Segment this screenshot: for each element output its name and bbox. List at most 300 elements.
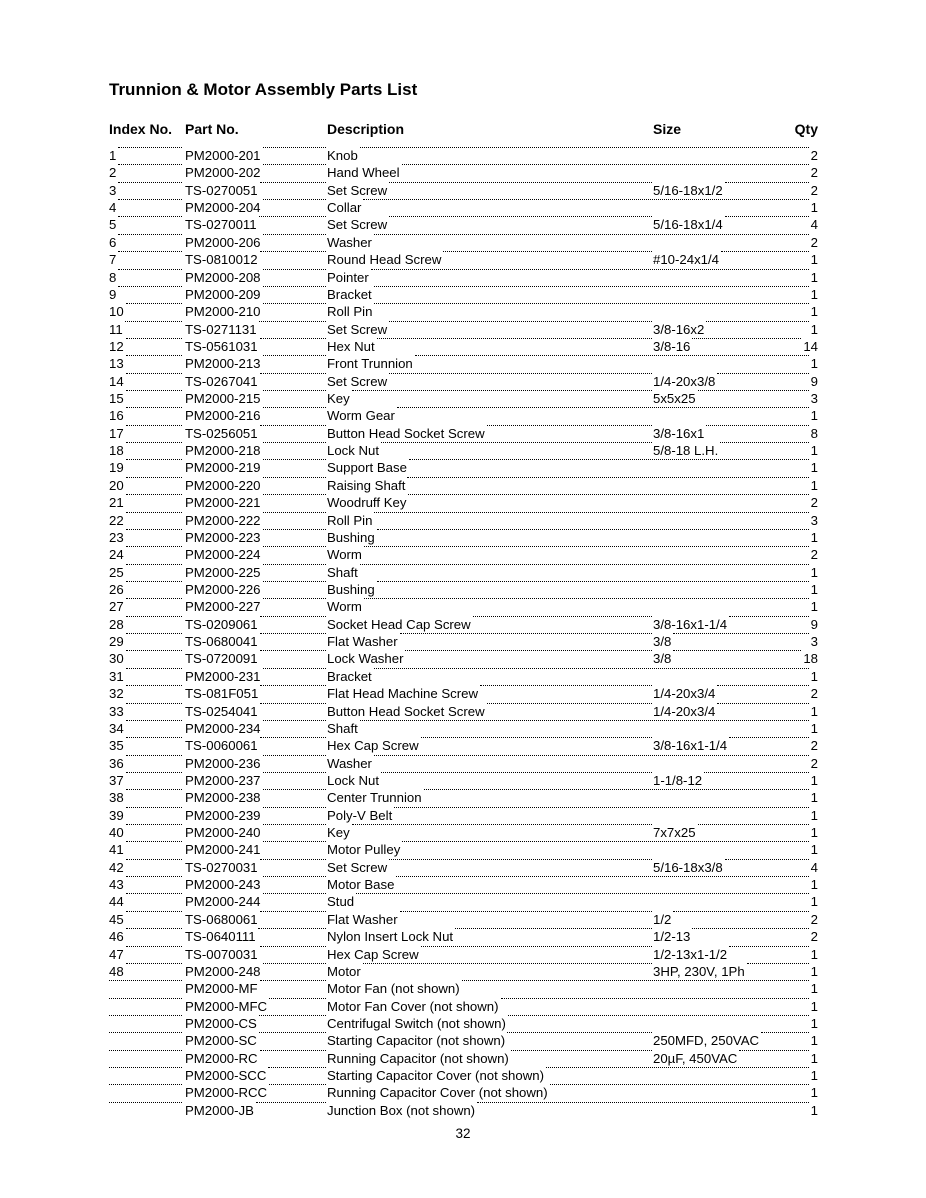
dot-leader	[260, 251, 326, 252]
part-no-cell: PM2000-RCC	[185, 1085, 268, 1101]
dot-leader	[109, 1032, 182, 1033]
index-cell: 19	[109, 460, 124, 476]
index-cell: 11	[109, 321, 123, 337]
qty-cell: 1	[810, 408, 818, 424]
dot-leader	[118, 164, 182, 165]
dot-leader	[377, 581, 809, 582]
dot-leader	[126, 459, 182, 460]
dot-leader	[126, 876, 182, 877]
part-no-cell: TS-0720091	[185, 651, 258, 667]
dot-leader	[487, 425, 652, 426]
description-cell: Set Screw	[327, 859, 388, 875]
index-cell: 43	[109, 877, 124, 893]
part-no-cell: PM2000-226	[185, 581, 261, 597]
qty-cell: 1	[810, 321, 818, 337]
table-row	[109, 234, 818, 251]
dot-leader	[747, 963, 809, 964]
description-cell: Centrifugal Switch (not shown)	[327, 1015, 506, 1031]
part-no-cell: PM2000-236	[185, 755, 261, 771]
dot-leader	[263, 789, 326, 790]
qty-cell: 1	[810, 356, 818, 372]
qty-cell: 2	[810, 755, 818, 771]
description-cell: Woodruff Key	[327, 495, 407, 511]
dot-leader	[462, 980, 809, 981]
description-cell: Bracket	[327, 286, 372, 302]
index-cell: 23	[109, 529, 124, 545]
dot-leader	[389, 373, 652, 374]
description-cell: Set Screw	[327, 373, 388, 389]
part-no-cell: TS-0271131	[185, 321, 257, 337]
dot-leader	[352, 390, 652, 391]
index-cell: 46	[109, 929, 124, 945]
dot-leader	[374, 234, 809, 235]
size-cell: 1/4-20x3/4	[653, 703, 716, 719]
dot-leader	[260, 703, 326, 704]
qty-cell: 1	[810, 1102, 818, 1118]
qty-cell: 1	[810, 1068, 818, 1084]
dot-leader	[109, 1050, 182, 1051]
qty-cell: 2	[810, 182, 818, 198]
index-cell: 7	[109, 252, 117, 268]
dot-leader	[125, 321, 182, 322]
dot-leader	[692, 338, 801, 339]
dot-leader	[269, 1084, 326, 1085]
table-row	[109, 946, 818, 963]
table-row	[109, 650, 818, 667]
dot-leader	[408, 494, 809, 495]
dot-leader	[259, 216, 326, 217]
table-row	[109, 581, 818, 598]
size-cell: 7x7x25	[653, 825, 696, 841]
dot-leader	[263, 529, 326, 530]
index-cell: 9	[109, 286, 117, 302]
dot-leader	[263, 407, 326, 408]
dot-leader	[126, 546, 182, 547]
dot-leader	[260, 1050, 326, 1051]
part-no-cell: TS-0070031	[185, 946, 258, 962]
table-row	[109, 564, 818, 581]
description-cell: Lock Nut	[327, 443, 380, 459]
part-no-cell: TS-0680061	[185, 911, 258, 927]
part-no-cell: PM2000-210	[185, 304, 261, 320]
dot-leader	[394, 807, 809, 808]
dot-leader	[118, 269, 182, 270]
description-cell: Collar	[327, 200, 362, 216]
dot-leader	[259, 1015, 326, 1016]
description-cell: Flat Head Machine Screw	[327, 686, 478, 702]
part-no-cell: PM2000-SCC	[185, 1068, 267, 1084]
description-cell: Bushing	[327, 581, 375, 597]
dot-leader	[263, 963, 326, 964]
index-cell: 28	[109, 616, 124, 632]
dot-leader	[487, 703, 652, 704]
table-row	[109, 199, 818, 216]
dot-leader	[263, 477, 326, 478]
table-row	[109, 1015, 818, 1032]
dot-leader	[546, 1067, 809, 1068]
dot-leader	[720, 442, 809, 443]
description-cell: Button Head Socket Screw	[327, 425, 485, 441]
table-row	[109, 494, 818, 511]
part-no-cell: PM2000-224	[185, 547, 261, 563]
size-cell: 3/8-16x1-1/4	[653, 738, 728, 754]
index-cell: 45	[109, 911, 124, 927]
index-cell: 18	[109, 443, 124, 459]
part-no-cell: PM2000-239	[185, 807, 261, 823]
description-cell: Hand Wheel	[327, 165, 400, 181]
index-cell: 5	[109, 217, 117, 233]
dot-leader	[363, 199, 809, 200]
part-no-cell: PM2000-RC	[185, 1050, 258, 1066]
description-cell: Socket Head Cap Screw	[327, 616, 471, 632]
dot-leader	[126, 407, 182, 408]
table-row	[109, 841, 818, 858]
qty-cell: 1	[810, 1085, 818, 1101]
index-cell: 6	[109, 234, 117, 250]
part-no-cell: TS-0640111	[185, 929, 256, 945]
description-cell: Running Capacitor (not shown)	[327, 1050, 509, 1066]
table-row	[109, 616, 818, 633]
dot-leader	[263, 720, 326, 721]
dot-leader	[109, 998, 182, 999]
dot-leader	[263, 668, 326, 669]
table-row	[109, 980, 818, 997]
index-cell: 26	[109, 581, 124, 597]
dot-leader	[402, 164, 809, 165]
dot-leader	[260, 859, 326, 860]
dot-leader	[729, 737, 809, 738]
size-cell: #10-24x1/4	[653, 252, 719, 268]
index-cell: 38	[109, 790, 124, 806]
dot-leader	[263, 164, 326, 165]
dot-leader	[109, 1067, 182, 1068]
dot-leader	[511, 1050, 652, 1051]
dot-leader	[725, 859, 809, 860]
dot-leader	[389, 321, 652, 322]
table-row	[109, 1084, 818, 1101]
part-no-cell: PM2000-215	[185, 391, 261, 407]
dot-leader	[374, 668, 809, 669]
dot-leader	[508, 1015, 809, 1016]
table-row	[109, 407, 818, 424]
dot-leader	[263, 893, 326, 894]
table-row	[109, 373, 818, 390]
table-row	[109, 807, 818, 824]
index-cell: 15	[109, 391, 124, 407]
dot-leader	[126, 494, 182, 495]
dot-leader	[360, 564, 809, 565]
dot-leader	[263, 494, 326, 495]
dot-leader	[126, 893, 182, 894]
header-part-no: Part No.	[185, 121, 239, 137]
size-cell: 1/2-13	[653, 929, 691, 945]
qty-cell: 1	[810, 807, 818, 823]
dot-leader	[126, 703, 182, 704]
dot-leader	[126, 807, 182, 808]
part-no-cell: TS-0270031	[185, 859, 258, 875]
index-cell: 40	[109, 825, 124, 841]
part-no-cell: PM2000-222	[185, 512, 261, 528]
qty-cell: 1	[810, 1033, 818, 1049]
dot-leader	[443, 251, 652, 252]
dot-leader	[263, 512, 326, 513]
qty-cell: 2	[810, 165, 818, 181]
part-no-cell: PM2000-MFC	[185, 998, 268, 1014]
table-row	[109, 459, 818, 476]
dot-leader	[260, 338, 326, 339]
dot-leader	[118, 251, 182, 252]
dot-leader	[126, 911, 182, 912]
dot-leader	[717, 373, 809, 374]
index-cell: 16	[109, 408, 124, 424]
qty-cell: 3	[810, 512, 818, 528]
size-cell: 3/8-16x1-1/4	[653, 616, 728, 632]
qty-cell: 1	[810, 529, 818, 545]
table-row	[109, 303, 818, 320]
part-no-cell: PM2000-227	[185, 599, 261, 615]
description-cell: Knob	[327, 148, 358, 163]
qty-cell: 2	[810, 234, 818, 250]
dot-leader	[377, 338, 652, 339]
index-cell: 29	[109, 634, 124, 650]
description-cell: Starting Capacitor Cover (not shown)	[327, 1068, 544, 1084]
dot-leader	[421, 946, 652, 947]
table-row	[109, 1032, 818, 1049]
dot-leader	[118, 234, 182, 235]
table-row	[109, 685, 818, 702]
dot-leader	[126, 303, 182, 304]
qty-cell: 4	[810, 859, 818, 875]
dot-leader	[381, 442, 652, 443]
part-no-cell: TS-0267041	[185, 373, 258, 389]
dot-leader	[396, 876, 809, 877]
description-cell: Set Screw	[327, 182, 388, 198]
qty-cell: 1	[810, 842, 818, 858]
qty-cell: 2	[810, 738, 818, 754]
dot-leader	[397, 407, 809, 408]
part-no-cell: PM2000-241	[185, 842, 261, 858]
dot-leader	[263, 286, 326, 287]
dot-leader	[400, 633, 652, 634]
part-no-cell: PM2000-213	[185, 356, 261, 372]
part-no-cell: TS-0209061	[185, 616, 258, 632]
part-no-cell: TS-0270011	[185, 217, 257, 233]
dot-leader	[364, 546, 809, 547]
size-cell: 1/2	[653, 911, 672, 927]
index-cell: 21	[109, 495, 124, 511]
dot-leader	[260, 182, 326, 183]
size-cell: 3/8-16x2	[653, 321, 705, 337]
qty-cell: 1	[810, 790, 818, 806]
part-no-cell: PM2000-216	[185, 408, 261, 424]
qty-cell: 1	[810, 720, 818, 736]
dot-leader	[260, 650, 326, 651]
part-no-cell: PM2000-225	[185, 564, 261, 580]
description-cell: Pointer	[327, 269, 369, 285]
description-cell: Nylon Insert Lock Nut	[327, 929, 454, 945]
table-row	[109, 911, 818, 928]
dot-leader	[269, 998, 326, 999]
index-cell: 2	[109, 165, 117, 181]
description-cell: Stud	[327, 894, 355, 910]
table-row	[109, 390, 818, 407]
dot-leader	[126, 720, 182, 721]
dot-leader	[455, 928, 652, 929]
header-qty: Qty	[794, 121, 818, 137]
dot-leader	[761, 1032, 809, 1033]
index-cell: 47	[109, 946, 124, 962]
description-cell: Motor Fan Cover (not shown)	[327, 998, 499, 1014]
part-no-cell: PM2000-237	[185, 772, 261, 788]
dot-leader	[260, 373, 326, 374]
index-cell: 35	[109, 738, 124, 754]
description-cell: Lock Nut	[327, 772, 380, 788]
description-cell: Worm	[327, 599, 362, 615]
qty-cell: 2	[810, 929, 818, 945]
dot-leader	[673, 633, 809, 634]
qty-cell: 1	[810, 894, 818, 910]
table-row	[109, 321, 818, 338]
dot-leader	[405, 650, 652, 651]
table-row	[109, 286, 818, 303]
description-cell: Key	[327, 825, 350, 841]
table-row	[109, 963, 818, 980]
part-no-cell: TS-0060061	[185, 738, 258, 754]
dot-leader	[389, 859, 652, 860]
dot-leader	[126, 564, 182, 565]
index-cell: 1	[109, 148, 117, 163]
table-row	[109, 998, 818, 1015]
dot-leader	[360, 720, 809, 721]
index-cell: 36	[109, 755, 124, 771]
part-no-cell: PM2000-231	[185, 668, 261, 684]
table-row	[109, 269, 818, 286]
table-row	[109, 893, 818, 910]
index-cell: 10	[109, 304, 124, 320]
description-cell: Flat Washer	[327, 911, 398, 927]
dot-leader	[118, 216, 182, 217]
dot-leader	[407, 477, 809, 478]
part-no-cell: PM2000-219	[185, 460, 261, 476]
dot-leader	[263, 303, 326, 304]
index-cell: 22	[109, 512, 124, 528]
dot-leader	[363, 963, 652, 964]
dot-leader	[256, 1102, 326, 1103]
table-row	[109, 859, 818, 876]
index-cell: 12	[109, 338, 124, 354]
index-cell: 13	[109, 356, 124, 372]
part-no-cell: PM2000-209	[185, 286, 261, 302]
qty-cell: 14	[803, 338, 818, 354]
dot-leader	[259, 321, 326, 322]
qty-cell: 8	[810, 425, 818, 441]
dot-leader	[260, 425, 326, 426]
index-cell: 44	[109, 894, 124, 910]
dot-leader	[729, 616, 809, 617]
dot-leader	[704, 772, 809, 773]
dot-leader	[692, 928, 809, 929]
dot-leader	[371, 269, 809, 270]
qty-cell: 1	[810, 772, 818, 788]
dot-leader	[260, 737, 326, 738]
part-no-cell: PM2000-243	[185, 877, 261, 893]
dot-leader	[739, 1050, 809, 1051]
dot-leader	[109, 1015, 182, 1016]
index-cell: 14	[109, 373, 124, 389]
dot-leader	[374, 303, 809, 304]
dot-leader	[259, 1032, 326, 1033]
description-cell: Shaft	[327, 564, 358, 580]
index-cell: 8	[109, 269, 117, 285]
description-cell: Raising Shaft	[327, 477, 406, 493]
table-row	[109, 338, 818, 355]
dot-leader	[389, 216, 652, 217]
dot-leader	[263, 772, 326, 773]
index-cell: 25	[109, 564, 124, 580]
qty-cell: 3	[810, 634, 818, 650]
parts-list	[109, 147, 818, 1119]
dot-leader	[126, 824, 182, 825]
table-row	[109, 477, 818, 494]
index-cell: 17	[109, 425, 124, 441]
part-no-cell: PM2000-240	[185, 825, 261, 841]
part-no-cell: TS-0810012	[185, 252, 258, 268]
dot-leader	[263, 841, 326, 842]
part-no-cell: PM2000-MF	[185, 981, 258, 997]
dot-leader	[258, 928, 326, 929]
table-row	[109, 928, 818, 945]
table-row	[109, 355, 818, 372]
description-cell: Set Screw	[327, 217, 388, 233]
dot-leader	[126, 668, 182, 669]
part-no-cell: PM2000-244	[185, 894, 261, 910]
part-no-cell: TS-0680041	[185, 634, 258, 650]
size-cell: 5/8-18 L.H.	[653, 443, 719, 459]
table-row	[109, 1067, 818, 1084]
description-cell: Support Base	[327, 460, 407, 476]
dot-leader	[381, 772, 652, 773]
dot-leader	[415, 355, 809, 356]
table-row	[109, 1050, 818, 1067]
page-number: 32	[455, 1126, 471, 1141]
dot-leader	[721, 251, 809, 252]
dot-leader	[118, 147, 182, 148]
dot-leader	[389, 182, 652, 183]
dot-leader	[126, 477, 182, 478]
dot-leader	[126, 373, 182, 374]
dot-leader	[673, 650, 801, 651]
dot-leader	[377, 529, 809, 530]
dot-leader	[374, 512, 809, 513]
dot-leader	[126, 442, 182, 443]
dot-leader	[352, 824, 652, 825]
table-row	[109, 251, 818, 268]
dot-leader	[126, 338, 182, 339]
description-cell: Worm	[327, 547, 362, 563]
size-cell: 1/4-20x3/4	[653, 686, 716, 702]
dot-leader	[263, 807, 326, 808]
part-no-cell: TS-0561031	[185, 338, 258, 354]
dot-leader	[263, 390, 326, 391]
table-row	[109, 789, 818, 806]
index-cell: 20	[109, 477, 124, 493]
part-no-cell: TS-0270051	[185, 182, 258, 198]
dot-leader	[126, 529, 182, 530]
header-size: Size	[653, 121, 682, 137]
description-cell: Shaft	[327, 720, 358, 736]
table-row	[109, 1102, 818, 1119]
qty-cell: 1	[810, 477, 818, 493]
